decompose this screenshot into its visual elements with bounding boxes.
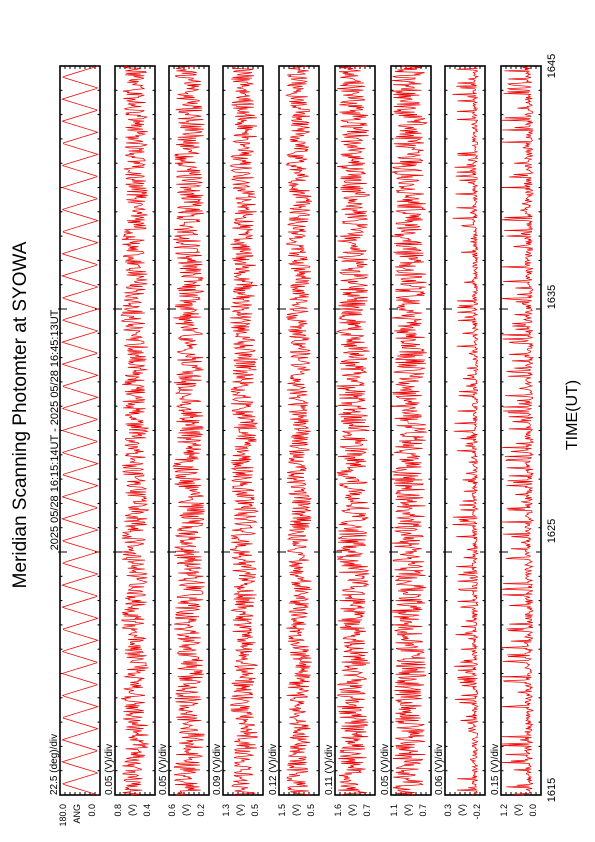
scale-label: 0.11 (V)/div bbox=[324, 744, 335, 795]
signal-trace bbox=[286, 66, 312, 795]
y-tick-label: 0.5 bbox=[306, 804, 316, 817]
y-tick-label: 0.8 bbox=[113, 804, 123, 817]
channel-label: (V) bbox=[127, 804, 137, 816]
panel bbox=[434, 66, 485, 820]
scale-label: 22.5 (deg)/div bbox=[49, 733, 60, 795]
panel bbox=[380, 66, 431, 817]
chart-title: Meridian Scanning Photomter at SYOWA bbox=[10, 241, 31, 589]
signal-trace bbox=[173, 66, 204, 795]
scale-label: 0.05 (V)/div bbox=[104, 743, 115, 795]
scale-label: 0.09 (V)/div bbox=[212, 743, 223, 795]
signal-trace bbox=[452, 66, 477, 795]
channel-label: (V) bbox=[513, 804, 523, 816]
scale-label: 0.05 (V)/div bbox=[158, 743, 169, 795]
channel-label: (V) bbox=[291, 804, 301, 816]
channel-label: (V) bbox=[235, 804, 245, 816]
y-tick-label: 0.4 bbox=[142, 804, 152, 817]
signal-trace bbox=[62, 66, 98, 795]
x-axis-label: TIME(UT) bbox=[564, 379, 581, 451]
y-tick-label: 180.0 bbox=[58, 804, 68, 827]
y-tick-label: 1.1 bbox=[389, 804, 399, 817]
x-tick-label: 1635 bbox=[546, 284, 558, 310]
y-tick-label: 1.2 bbox=[499, 804, 509, 817]
signal-trace bbox=[502, 66, 533, 795]
y-tick-label: 1.5 bbox=[277, 804, 287, 817]
panel bbox=[104, 66, 155, 817]
scale-label: 0.12 (V)/div bbox=[268, 743, 279, 795]
y-tick-label: 0.7 bbox=[418, 804, 428, 817]
scale-label: 0.05 (V)/div bbox=[380, 743, 391, 795]
y-tick-label: 0.2 bbox=[196, 804, 206, 817]
signal-trace bbox=[336, 66, 369, 795]
panel bbox=[268, 66, 319, 817]
panel bbox=[324, 66, 375, 817]
panel-group bbox=[49, 66, 541, 827]
time-range-label: 2025 05/28 16:15:14UT - 2025 05/28 16:45:13UT bbox=[49, 309, 61, 551]
x-tick-label: 1645 bbox=[546, 53, 558, 79]
y-tick-label: 0.0 bbox=[528, 804, 538, 817]
channel-label: (V) bbox=[457, 804, 467, 816]
y-tick-label: 0.7 bbox=[362, 804, 372, 817]
scale-label: 0.15 (V)/div bbox=[490, 743, 501, 795]
panel bbox=[212, 66, 263, 817]
signal-trace bbox=[230, 66, 258, 795]
y-tick-label: 0.6 bbox=[167, 804, 177, 817]
signal-trace bbox=[121, 66, 149, 795]
panel bbox=[158, 66, 209, 817]
channel-label: (V) bbox=[403, 804, 413, 816]
panel-frame bbox=[501, 66, 541, 795]
y-tick-label: 0.5 bbox=[250, 804, 260, 817]
channel-label: (V) bbox=[181, 804, 191, 816]
channel-label: ANG bbox=[72, 804, 82, 824]
channel-label: (V) bbox=[347, 804, 357, 816]
y-tick-label: -0.2 bbox=[472, 804, 482, 820]
y-tick-label: 1.3 bbox=[221, 804, 231, 817]
y-tick-label: 1.6 bbox=[333, 804, 343, 817]
signal-trace bbox=[392, 66, 427, 795]
y-tick-label: 0.0 bbox=[87, 804, 97, 817]
scale-label: 0.06 (V)/div bbox=[434, 743, 445, 795]
x-tick-label: 1625 bbox=[546, 518, 558, 544]
x-tick-label: 1615 bbox=[546, 777, 558, 803]
panel bbox=[490, 66, 541, 817]
y-tick-label: 0.3 bbox=[443, 804, 453, 817]
